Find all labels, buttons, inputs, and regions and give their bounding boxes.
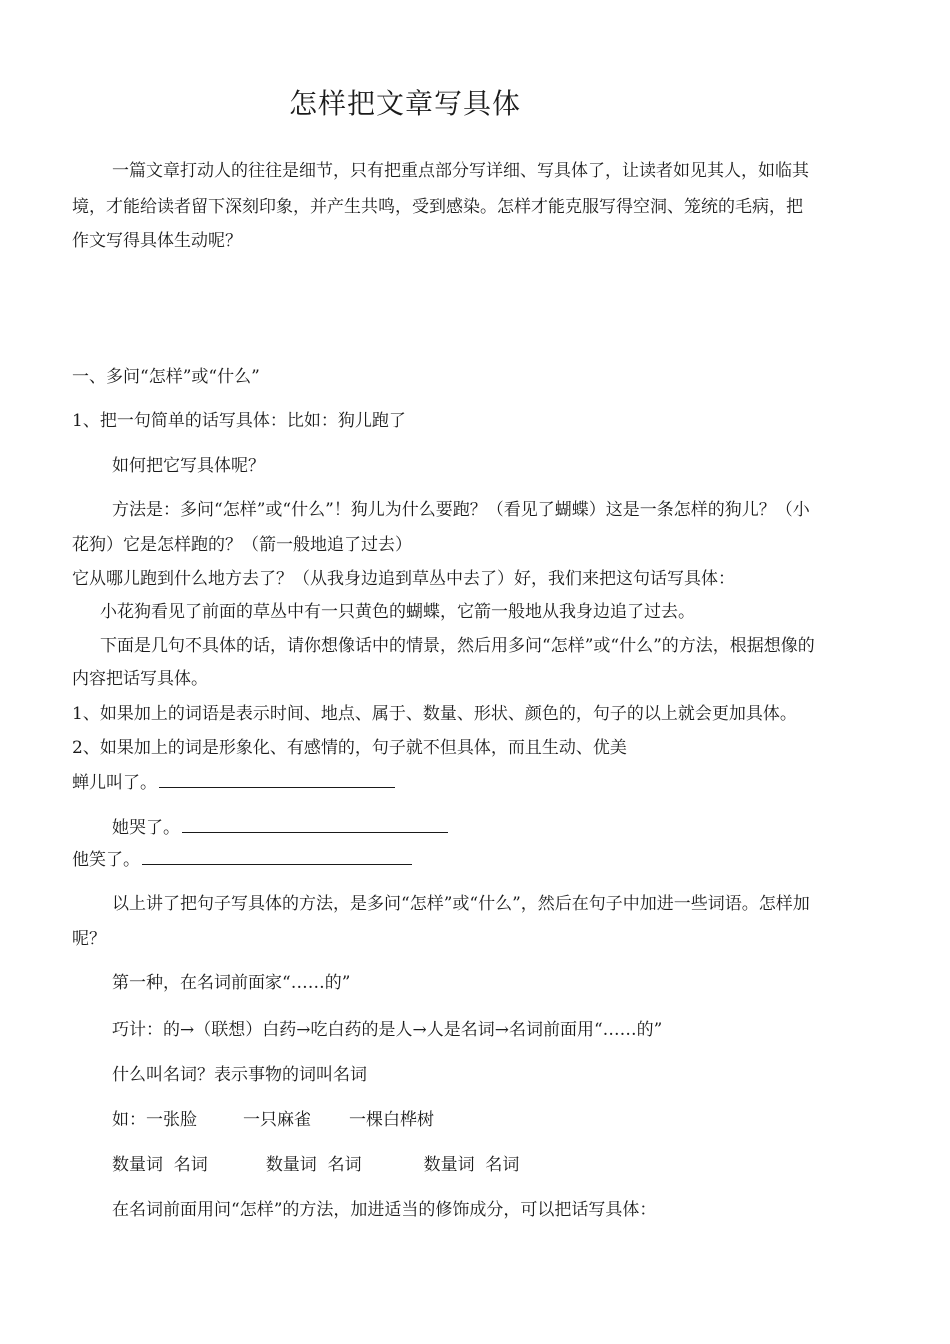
intro-line-2: 境，才能给读者留下深刻印象，并产生共鸣，受到感染。怎样才能克服写得空洞、笼统的毛病，把	[72, 197, 803, 217]
answer-blank-1[interactable]	[159, 771, 395, 788]
method-line-2: 花狗）它是怎样跑的？（箭一般地追了过去）	[72, 535, 412, 555]
first-kind: 第一种，在名词前面家“……的”	[112, 973, 351, 993]
exercise-sentence-1	[72, 771, 395, 794]
example-2: 一只麻雀	[243, 1110, 311, 1130]
document-title: 怎样把文章写具体	[289, 87, 522, 120]
exercise-line-1: 下面是几句不具体的话，请你想像话中的情景，然后用多问“怎样”或“什么”的方法，根据想像的	[100, 636, 815, 656]
tip: 巧计：的→（联想）白药→吃白药的是人→人是名词→名词前面用“……的”	[112, 1020, 663, 1040]
exercise-line-2: 内容把话写具体。	[72, 669, 208, 689]
how-question: 如何把它写具体呢？	[112, 456, 265, 476]
label-1: 数量词 名词	[112, 1155, 208, 1175]
sentence-1-text: 蝉儿叫了。	[72, 773, 157, 793]
section-heading: 一、多问“怎样”或“什么”	[72, 367, 260, 387]
example-3: 一棵白桦树	[349, 1110, 434, 1130]
intro-line-1: 一篇文章打动人的往往是细节，只有把重点部分写详细、写具体了，让读者如见其人，如临其	[112, 161, 809, 181]
example-1: 一张脸	[146, 1110, 197, 1130]
label-3: 数量词 名词	[423, 1155, 520, 1175]
label-2: 数量词 名词	[265, 1155, 362, 1175]
sentence-3-text: 他笑了。	[72, 850, 140, 870]
answer-blank-3[interactable]	[142, 848, 412, 865]
noun-definition: 什么叫名词？表示事物的词叫名词	[112, 1065, 367, 1085]
exercise-sentence-3	[72, 848, 412, 871]
sentence-2-text: 她哭了。	[112, 818, 180, 838]
intro-line-3: 作文写得具体生动呢？	[72, 231, 242, 251]
method-example: 小花狗看见了前面的草丛中有一只黄色的蝴蝶，它箭一般地从我身边追了过去。	[100, 602, 695, 622]
rule-2: 2、如果加上的词是形象化、有感情的，句子就不但具体，而且生动、优美	[72, 738, 627, 758]
method-line-3: 它从哪儿跑到什么地方去了？（从我身边追到草丛中去了）好，我们来把这句话写具体：	[72, 569, 735, 589]
summary-line-2: 呢？	[72, 929, 106, 949]
item-1: 1、把一句简单的话写具体：比如：狗儿跑了	[72, 411, 406, 431]
examples-prefix: 如：	[112, 1110, 146, 1130]
last-line: 在名词前面用问“怎样”的方法，加进适当的修饰成分，可以把话写具体：	[112, 1200, 657, 1220]
exercise-sentence-2	[112, 816, 448, 839]
method-line-1: 方法是：多问“怎样”或“什么”！狗儿为什么要跑？（看见了蝴蝶）这是一条怎样的狗儿？（小	[112, 500, 810, 520]
summary-line-1: 以上讲了把句子写具体的方法，是多问“怎样”或“什么”，然后在句子中加进一些词语。怎样加	[112, 894, 810, 914]
rule-1: 1、如果加上的词语是表示时间、地点、属于、数量、形状、颜色的，句子的以上就会更加具体。	[72, 704, 797, 724]
noun-examples	[112, 1109, 434, 1131]
answer-blank-2[interactable]	[182, 816, 448, 833]
example-labels	[112, 1154, 519, 1176]
